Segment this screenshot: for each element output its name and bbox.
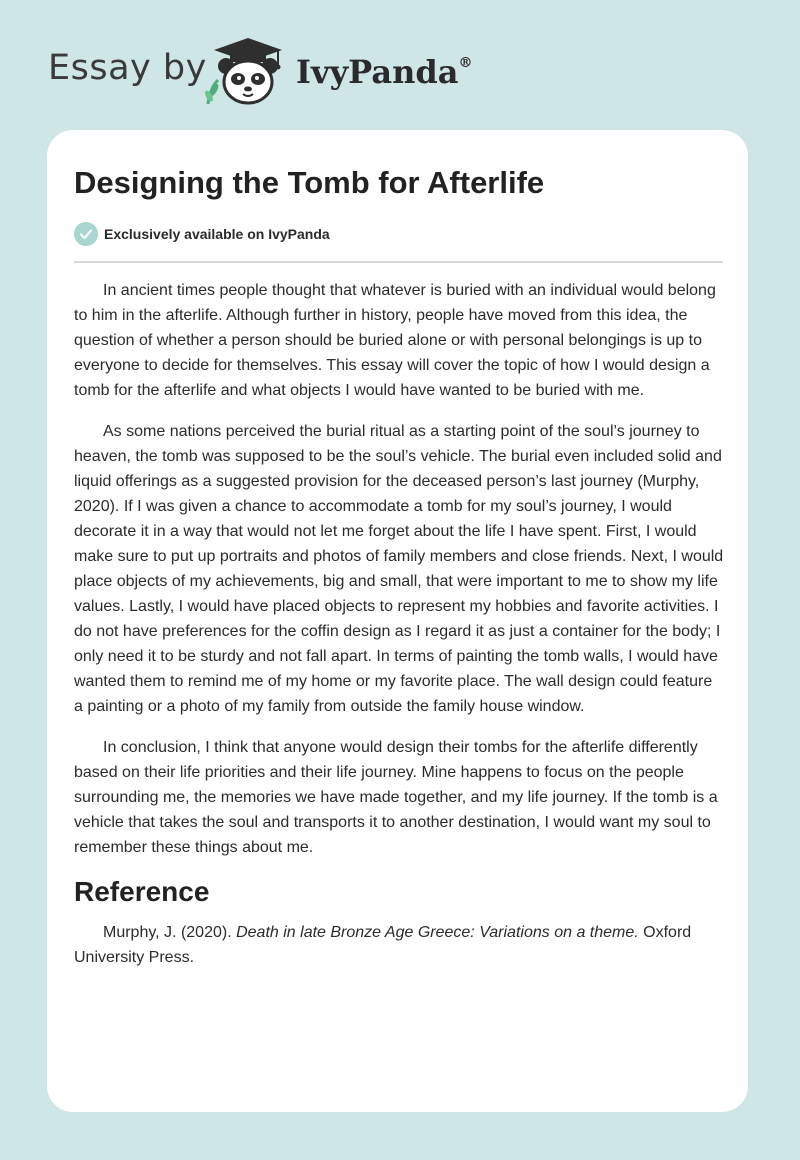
divider (74, 261, 723, 263)
panda-graduate-logo-icon[interactable] (200, 36, 296, 108)
essay-card (47, 130, 748, 1112)
paragraph: In conclusion, I think that anyone would design their tombs for the afterlife differently based on their life priorities and their life journey. Mine happens to focus on the people surrounding me, the memories we have made together, and my life journey. If the tomb is a vehicle that takes the soul and transports it to another destination, I would want my soul to remember these things about me. (74, 739, 718, 856)
essay-title: Designing the Tomb for Afterlife (74, 165, 545, 200)
badge-text: Exclusively available on IvyPanda (104, 226, 330, 242)
registered-mark: ® (458, 55, 473, 72)
site-header (0, 0, 800, 130)
reference-author: Murphy, J. (2020). (103, 924, 237, 941)
exclusive-badge (74, 222, 330, 246)
essay-body (74, 278, 724, 970)
reference-entry (74, 920, 724, 970)
reference-heading: Reference (74, 876, 210, 907)
check-icon (74, 222, 98, 246)
brand-prefix: Essay by (48, 48, 207, 88)
paragraph: In ancient times people thought that whatever is buried with an individual would belong to him in the afterlife. Although further in history, people have moved from this idea, the question of whether a person should be buried alone or with personal belongings is up to everyone to decide for themselves. This essay will cover the topic of how I would design a tomb for the afterlife and what objects I would have wanted to be buried with me. (74, 282, 716, 399)
brand-name[interactable]: IvyPanda® (296, 53, 473, 91)
paragraph: As some nations perceived the burial ritual as a starting point of the soul’s journey to heaven, the tomb was supposed to be the soul’s vehicle. The burial even included solid and liquid offerings as a suggested provision for the deceased person’s last journey (Murphy, 2020). If I was given a chance to accommodate a tomb for my soul’s journey, I would decorate it in a way that would not let me forget about the life I have spent. First, I would make sure to put up portraits and photos of family members and close friends. Next, I would place objects of my achievements, big and small, that were important to me to show my life values. Lastly, I would have placed objects to represent my hobbies and favorite activities. I do not have preferences for the coffin design as I regard it as just a container for the body; I only need it to be sturdy and not fall apart. In terms of painting the tomb walls, I would have wanted them to remind me of my home or my favorite place. The wall design could feature a painting or a photo of my family from outside the family house window. (74, 423, 724, 715)
reference-book-title: Death in late Bronze Age Greece: Variations on a theme. (236, 924, 639, 941)
reference-publisher: Oxford University Press. (74, 924, 692, 966)
